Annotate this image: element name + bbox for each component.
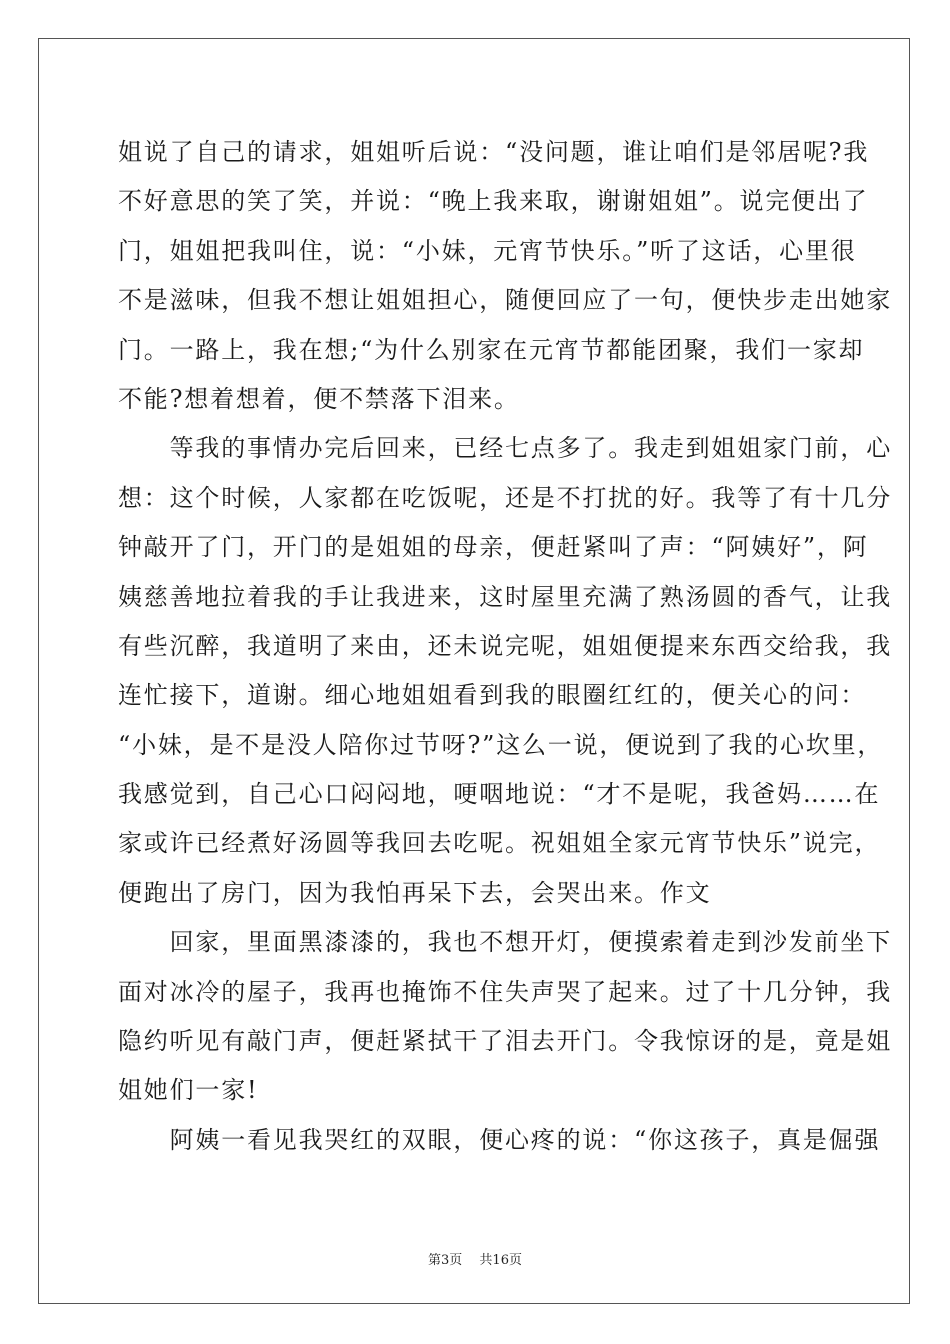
- page-footer: 第3页 共16页: [428, 1253, 522, 1268]
- text-line: 不好意思的笑了笑，并说：“晚上我来取，谢谢姐姐”。说完便出了: [118, 187, 869, 216]
- text-line: 门，姐姐把我叫住，说：“小妹，元宵节快乐。”听了这话，心里很: [118, 236, 857, 265]
- text-line: 姐她们一家!: [118, 1076, 259, 1105]
- text-line: 回家，里面黑漆漆的，我也不想开灯，便摸索着走到沙发前坐下: [118, 928, 892, 957]
- text-line: 等我的事情办完后回来，已经七点多了。我走到姐姐家门前，心: [118, 434, 892, 463]
- text-line: 面对冰冷的屋子，我再也掩饰不住失声哭了起来。过了十几分钟，我: [118, 977, 892, 1006]
- text-line: 不是滋味，但我不想让姐姐担心，随便回应了一句，便快步走出她家: [118, 286, 892, 315]
- body-text: [118, 128, 892, 1165]
- text-line: 门。一路上，我在想;“为什么别家在元宵节都能团聚，我们一家却: [118, 335, 865, 364]
- text-line: 不能?想着想着，便不禁落下泪来。: [118, 384, 520, 413]
- text-line: 阿姨一看见我哭红的双眼，便心疼的说：“你这孩子，真是倔强: [118, 1125, 881, 1154]
- text-line: 家或许已经煮好汤圆等我回去吃呢。祝姐姐全家元宵节快乐”说完，: [118, 829, 881, 858]
- text-line: 姐说了自己的请求，姐姐听后说：“没问题，谁让咱们是邻居呢?我: [118, 138, 870, 166]
- text-line: 姨慈善地拉着我的手让我进来，这时屋里充满了熟汤圆的香气，让我: [118, 582, 892, 611]
- text-line: 连忙接下，道谢。细心地姐姐看到我的眼圈红红的，便关心的问：: [118, 681, 867, 710]
- text-line: 钟敲开了门，开门的是姐姐的母亲，便赶紧叫了声：“阿姨好”，阿: [118, 533, 869, 562]
- text-line: 便跑出了房门，因为我怕再呆下去，会哭出来。作文: [118, 878, 712, 907]
- text-line: 我感觉到，自己心口闷闷地，哽咽地说：“才不是呢，我爸妈……在: [118, 780, 881, 809]
- text-line: 想：这个时候，人家都在吃饭呢，还是不打扰的好。我等了有十几分: [118, 483, 892, 512]
- text-line: 隐约听见有敲门声，便赶紧拭干了泪去开门。令我惊讶的是，竟是姐: [118, 1027, 892, 1056]
- text-line: “小妹，是不是没人陪你过节呀?”这么一说，便说到了我的心坎里，: [118, 730, 884, 759]
- text-line: 有些沉醉，我道明了来由，还未说完呢，姐姐便提来东西交给我，我: [118, 631, 892, 660]
